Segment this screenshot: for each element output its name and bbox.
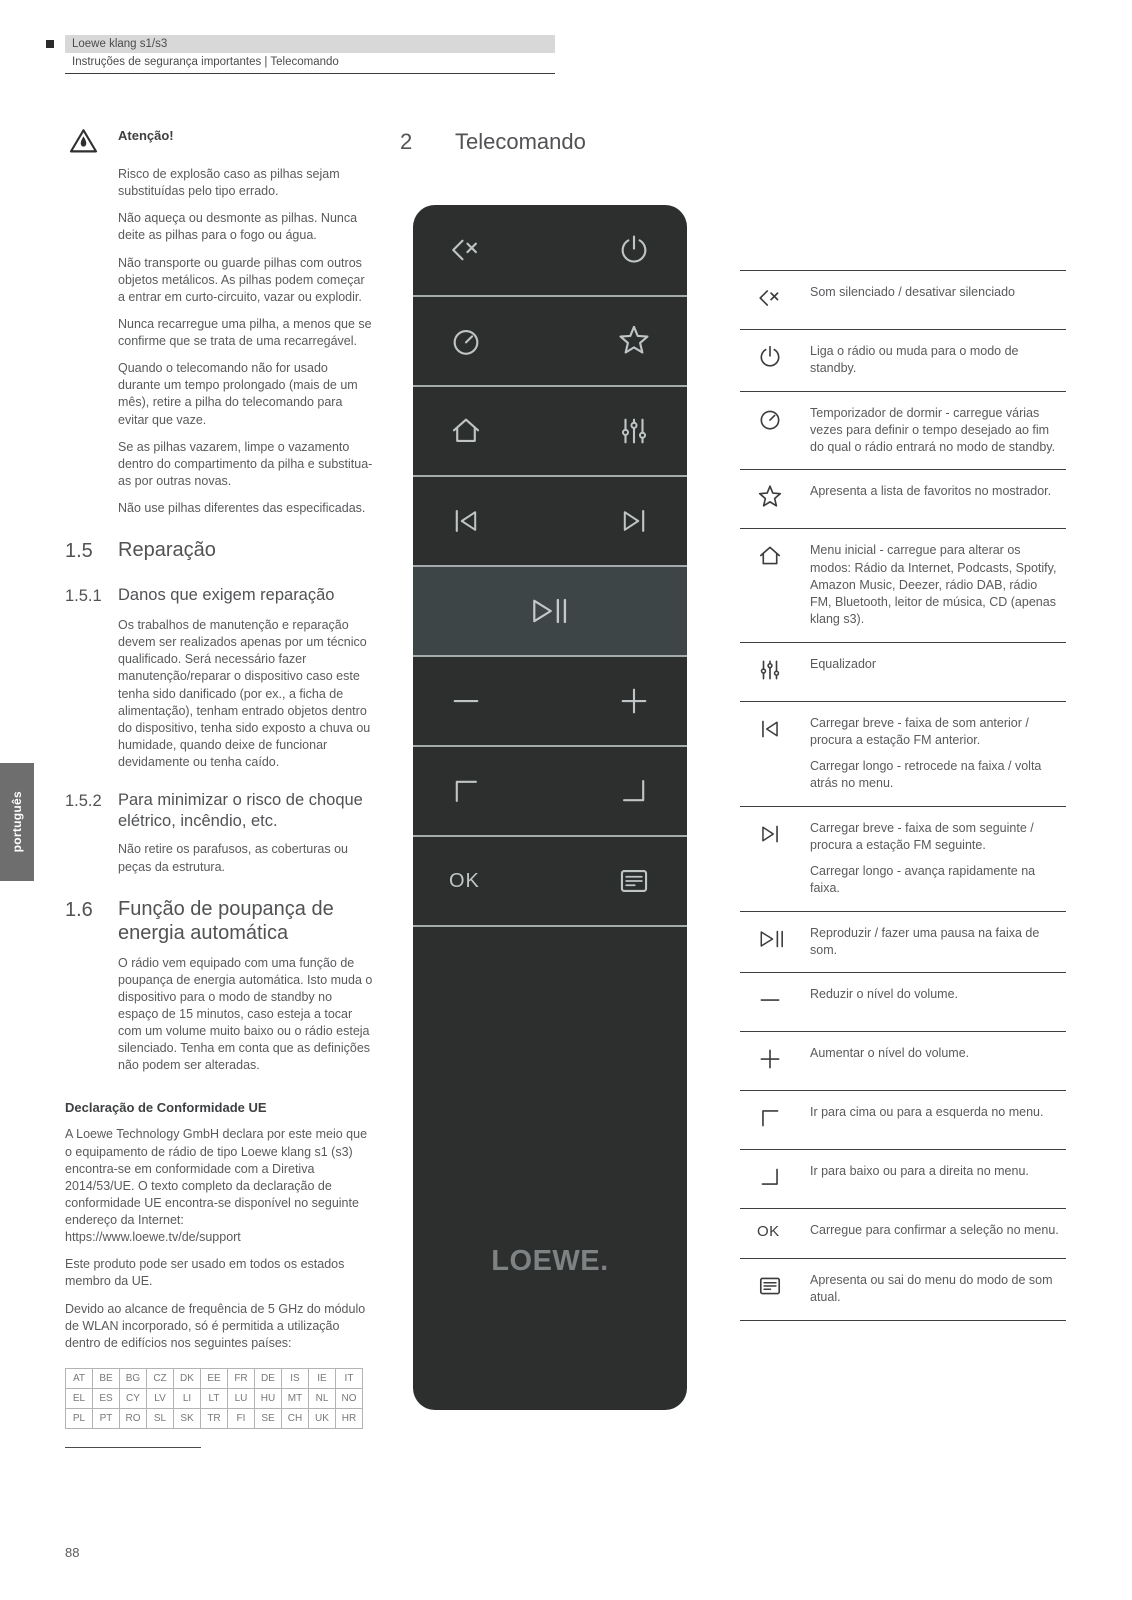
- legend-text: Ir para cima ou para a esquerda no menu.: [810, 1105, 1044, 1119]
- warning-icon: [67, 126, 100, 156]
- country-cell: SL: [147, 1408, 174, 1428]
- section-heading-1-6: [65, 897, 373, 945]
- country-cell: AT: [66, 1368, 93, 1388]
- section-heading-1-5-1: [65, 585, 373, 608]
- country-cell: LU: [228, 1388, 255, 1408]
- menu-icon: [617, 864, 651, 898]
- ok-button-label: OK: [449, 869, 480, 892]
- volume-down-icon: [740, 986, 810, 1018]
- header-breadcrumb: Instruções de segurança importantes | Telecomando: [72, 56, 339, 68]
- legend-row: [740, 1208, 1066, 1258]
- footnote-divider: [65, 1447, 201, 1448]
- country-cell: BG: [120, 1368, 147, 1388]
- chapter-number: 2: [400, 129, 413, 154]
- remote-row: [413, 385, 687, 475]
- loewe-logo: LOEWE.: [491, 1245, 609, 1277]
- legend-text: Carregar longo - retrocede na faixa / volta atrás no menu.: [810, 759, 1042, 791]
- ok-button-label: OK: [757, 1223, 780, 1240]
- table-row: [66, 1408, 363, 1428]
- conformity-paragraph: Devido ao alcance de frequência de 5 GHz do módulo de WLAN incorporado, só é permitida a utilização dentro de edifícios nos seguintes países:: [65, 1301, 366, 1350]
- support-link[interactable]: https://www.loewe.tv/de/support: [65, 1230, 241, 1245]
- left-column: [65, 126, 373, 1429]
- section-title: Danos que exigem reparação: [118, 585, 335, 604]
- table-row: [66, 1368, 363, 1388]
- chapter-heading: [400, 129, 586, 155]
- favorites-star-icon: [740, 483, 810, 515]
- country-cell: PL: [66, 1408, 93, 1428]
- legend-text: Apresenta ou sai do menu do modo de som atual.: [810, 1273, 1053, 1305]
- legend-row: [740, 1090, 1066, 1149]
- country-cell: ES: [93, 1388, 120, 1408]
- legend-text: Som silenciado / desativar silenciado: [810, 285, 1015, 299]
- section-number: 1.5.2: [65, 792, 102, 811]
- volume-up-icon: [740, 1045, 810, 1077]
- legend-text: Ir para baixo ou para a direita no menu.: [810, 1164, 1029, 1178]
- legend-text: Reproduzir / fazer uma pausa na faixa de som.: [810, 925, 1040, 957]
- country-cell: SE: [255, 1408, 282, 1428]
- previous-track-icon: [449, 504, 483, 538]
- section-number: 1.5.1: [65, 586, 102, 605]
- country-cell: EL: [66, 1388, 93, 1408]
- play-pause-icon: [740, 925, 810, 960]
- legend-text: Reduzir o nível do volume.: [810, 987, 958, 1001]
- country-cell: RO: [120, 1408, 147, 1428]
- attention-title: Atenção!: [118, 128, 174, 143]
- legend-row: [740, 469, 1066, 528]
- power-icon: [617, 233, 651, 267]
- section-title: Reparação: [118, 539, 216, 562]
- remote-control-illustration: [413, 205, 687, 1410]
- button-legend: [740, 270, 1066, 1321]
- country-cell: LV: [147, 1388, 174, 1408]
- attention-paragraph: Não transporte ou guarde pilhas com outros objetos metálicos. As pilhas podem começar a entrar em curto-circuito, vazar ou explodir.: [118, 255, 365, 304]
- country-cell: HU: [255, 1388, 282, 1408]
- country-cell: NO: [336, 1388, 363, 1408]
- nav-down-right-icon: [740, 1163, 810, 1195]
- legend-row: [740, 1149, 1066, 1208]
- legend-text: Temporizador de dormir - carregue várias vezes para definir o tempo desejado ao fim do qual o rádio entrará no modo de standby.: [810, 405, 1056, 454]
- legend-row: [740, 911, 1066, 973]
- language-label: português: [10, 791, 24, 853]
- legend-text: Carregar breve - faixa de som seguinte / procura a estação FM seguinte.: [810, 820, 1034, 852]
- legend-row: [740, 270, 1066, 329]
- header-bullet: [46, 40, 54, 48]
- remote-row: [413, 835, 687, 925]
- section-heading-1-5-2: [65, 790, 373, 831]
- country-cell: FI: [228, 1408, 255, 1428]
- next-track-icon: [617, 504, 651, 538]
- remote-row-play: [413, 565, 687, 655]
- conformity-paragraph: [65, 1126, 373, 1246]
- section-body: O rádio vem equipado com uma função de poupança de energia automática. Isto muda o dispositivo para o modo de standby no espaço de 15 minutos, caso esteja a tocar com um volume muito baixo ou o rádio esteja silenciado. Tenha em conta que as definições não podem ser alteradas.: [118, 955, 373, 1073]
- page-number: 88: [65, 1545, 80, 1560]
- legend-row: [740, 1031, 1066, 1090]
- conformity-text: A Loewe Technology GmbH declara por este meio que o equipamento de rádio de tipo Loewe klang s1 (s3) encontra-se em conformidade com a Diretiva 2014/53/UE. O texto completo da declaração de conformidade UE encontra-se disponível no seguinte endereço da Internet:: [65, 1127, 368, 1228]
- legend-text: Carregar longo - avança rapidamente na faixa.: [810, 864, 1036, 896]
- legend-row: [740, 329, 1066, 391]
- conformity-paragraph: Este produto pode ser usado em todos os estados membro da UE.: [65, 1257, 345, 1289]
- country-cell: CY: [120, 1388, 147, 1408]
- section-number: 1.6: [65, 898, 93, 921]
- menu-icon: [740, 1272, 810, 1307]
- country-cell: CZ: [147, 1368, 174, 1388]
- country-cell: UK: [309, 1408, 336, 1428]
- equalizer-icon: [617, 414, 651, 448]
- legend-text: Carregar breve - faixa de som anterior / procura a estação FM anterior.: [810, 715, 1029, 747]
- legend-row: [740, 806, 1066, 911]
- section-title: Para minimizar o risco de choque elétrico, incêndio, etc.: [118, 791, 363, 830]
- legend-row: [740, 972, 1066, 1031]
- legend-row: [740, 391, 1066, 470]
- attention-paragraph: Não aqueça ou desmonte as pilhas. Nunca deite as pilhas para o fogo ou água.: [118, 211, 358, 243]
- conformity-title: Declaração de Conformidade UE: [65, 1099, 267, 1115]
- country-cell: DK: [174, 1368, 201, 1388]
- remote-row: [413, 295, 687, 385]
- legend-text: Apresenta a lista de favoritos no mostrador.: [810, 484, 1052, 499]
- sleep-timer-icon: [449, 324, 483, 358]
- country-cell: NL: [309, 1388, 336, 1408]
- country-cell: LI: [174, 1388, 201, 1408]
- section-body: Não retire os parafusos, as coberturas ou peças da estrutura.: [118, 842, 348, 874]
- attention-paragraph: Se as pilhas vazarem, limpe o vazamento dentro do compartimento da pilha e substitua-as por outras novas.: [118, 439, 373, 488]
- country-cell: SK: [174, 1408, 201, 1428]
- country-cell: PT: [93, 1408, 120, 1428]
- home-icon: [740, 542, 810, 628]
- country-cell: HR: [336, 1408, 363, 1428]
- mute-icon: [449, 233, 483, 267]
- section-title: Função de poupança de energia automática: [118, 897, 334, 944]
- favorites-star-icon: [617, 324, 651, 358]
- section-body: Os trabalhos de manutenção e reparação devem ser realizados apenas por um técnico qualificado. Será necessário fazer manutenção/reparar o dispositivo caso este tenha sido danificado (por ex., a ficha de alimentação), tenham entrado objetos dentro do dispositivo, tenha sido exposto a chuva ou humidade, quando deixe de funcionar devidamente ou tenha caído.: [118, 618, 371, 770]
- legend-row: [740, 642, 1066, 701]
- country-cell: DE: [255, 1368, 282, 1388]
- home-icon: [449, 414, 483, 448]
- equalizer-icon: [740, 656, 810, 688]
- country-cell: BE: [93, 1368, 120, 1388]
- remote-row: [413, 745, 687, 835]
- country-cell: MT: [282, 1388, 309, 1408]
- language-side-tab: [0, 763, 34, 881]
- header-divider: [65, 73, 555, 74]
- section-heading-1-5: [65, 538, 373, 565]
- volume-down-icon: [449, 684, 483, 718]
- table-row: [66, 1388, 363, 1408]
- legend-row: [740, 701, 1066, 806]
- chapter-title: Telecomando: [455, 129, 586, 154]
- attention-paragraph: Não use pilhas diferentes das especificadas.: [118, 501, 366, 515]
- attention-paragraph: Quando o telecomando não for usado durante um tempo prolongado (mais de um mês), retire a pilha do telecomando para evitar que vaze.: [118, 361, 358, 427]
- volume-up-icon: [617, 684, 651, 718]
- legend-row: [740, 1258, 1066, 1320]
- remote-row: [413, 475, 687, 565]
- country-cell: IS: [282, 1368, 309, 1388]
- country-table: [65, 1368, 363, 1429]
- play-pause-icon: [528, 592, 572, 630]
- country-cell: IT: [336, 1368, 363, 1388]
- nav-up-left-icon: [449, 774, 483, 808]
- next-track-icon: [740, 820, 810, 898]
- power-icon: [740, 343, 810, 378]
- country-cell: EE: [201, 1368, 228, 1388]
- legend-text: Equalizador: [810, 656, 877, 671]
- header-product-title: Loewe klang s1/s3: [65, 35, 555, 53]
- country-cell: LT: [201, 1388, 228, 1408]
- country-cell: TR: [201, 1408, 228, 1428]
- legend-text: Menu inicial - carregue para alterar os modos: Rádio da Internet, Podcasts, Spotify, Amazon Music, Deezer, rádio DAB, rádio FM, Bluetooth, leitor de música, CD (apenas klang s3).: [810, 543, 1057, 627]
- attention-paragraph: Nunca recarregue uma pilha, a menos que se confirme que se trata de uma recarregável.: [118, 316, 372, 348]
- mute-icon: [740, 284, 810, 316]
- remote-bottom-panel: [413, 925, 687, 1386]
- nav-up-left-icon: [740, 1104, 810, 1136]
- previous-track-icon: [740, 715, 810, 793]
- legend-row: [740, 528, 1066, 641]
- remote-row: [413, 205, 687, 295]
- section-number: 1.5: [65, 540, 93, 563]
- country-cell: FR: [228, 1368, 255, 1388]
- country-cell: IE: [309, 1368, 336, 1388]
- remote-row: [413, 655, 687, 745]
- nav-down-right-icon: [617, 774, 651, 808]
- attention-paragraph: Risco de explosão caso as pilhas sejam substituídas pelo tipo errado.: [118, 167, 340, 199]
- legend-text: Carregue para confirmar a seleção no menu.: [810, 1223, 1059, 1237]
- legend-text: Liga o rádio ou muda para o modo de standby.: [810, 344, 1019, 376]
- legend-text: Aumentar o nível do volume.: [810, 1046, 970, 1060]
- sleep-timer-icon: [740, 405, 810, 457]
- country-cell: CH: [282, 1408, 309, 1428]
